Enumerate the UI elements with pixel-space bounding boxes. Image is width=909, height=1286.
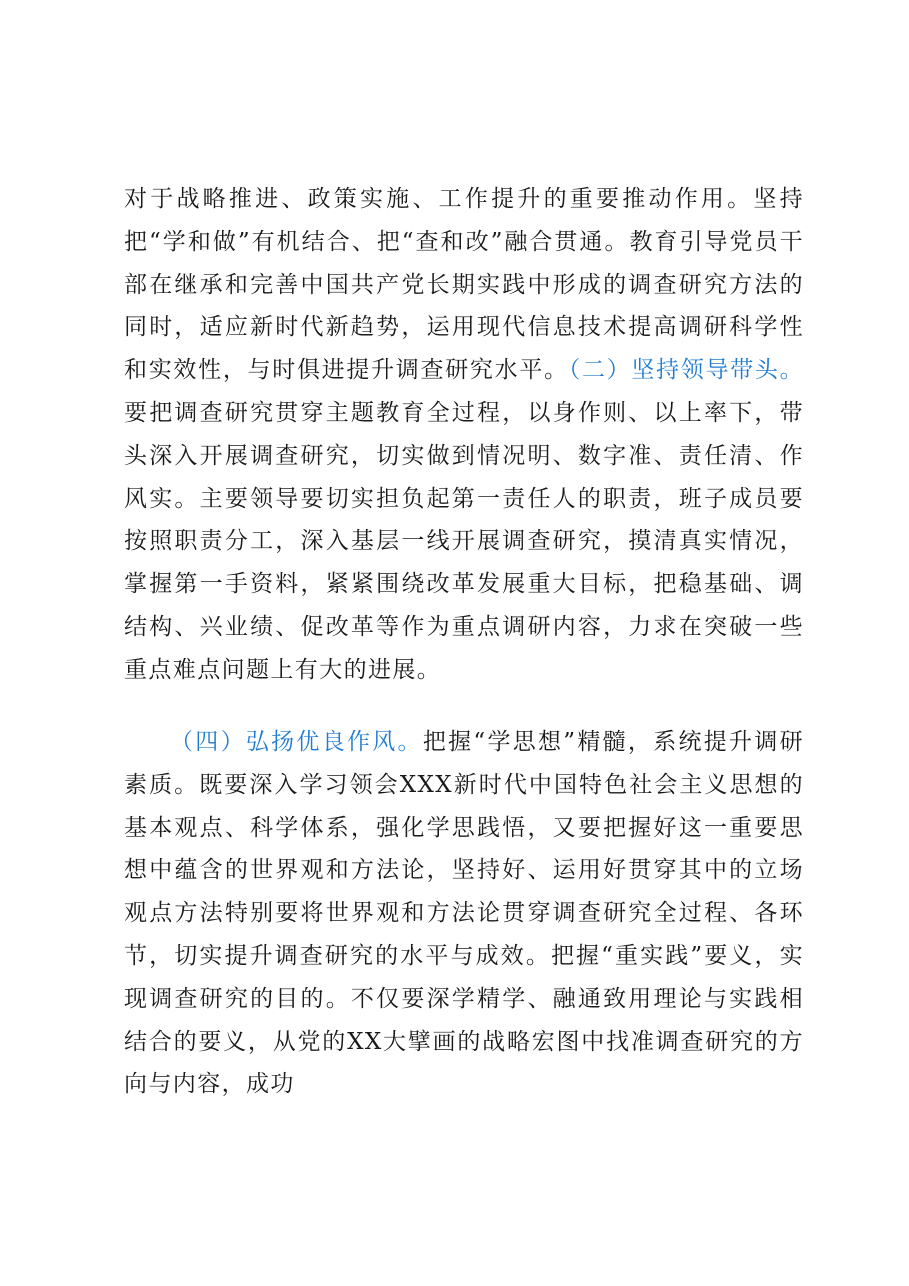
section-heading-two: （二）坚持领导带头。 xyxy=(568,357,805,384)
paragraph-text: 把握“学思想”精髓，系统提升调研素质。既要深入学习领会XXX新时代中国特色社会主义思想的基本观点、科学体系，强化学思践悟，又要把握好这一重要思想中蕴含的世界观和方法论，坚持好、运用好贯穿其中的立场观点方法特别要将世界观和方法论贯穿调查研究全过程、各环节，切实提升调查研究的水平与成效。把握“重实践”要义，实现调查研究的目的。不仅要深学精学、融通致用理论与实践相结合的要义，从党的XX大擘画的战略宏图中找准调查研究的方向与内容，成功 xyxy=(124,729,805,1098)
paragraph-section-four xyxy=(124,721,804,1106)
body-text-block-2 xyxy=(124,721,804,1106)
body-text-block-1 xyxy=(124,178,804,692)
paragraph-text: 要把调查研究贯穿主题教育全过程，以身作则、以上率下，带头深入开展调查研究，切实做到情况明、数字准、责任清、作风实。主要领导要切实担负起第一责任人的职责，班子成员要按照职责分工，深入基层一线开展调查研究，摸清真实情况，掌握第一手资料，紧紧围绕改革发展重大目标，把稳基础、调结构、兴业绩、促改革等作为重点调研内容，力求在突破一些重点难点问题上有大的进展。 xyxy=(124,399,804,683)
paragraph-text: 对于战略推进、政策实施、工作提升的重要推动作用。坚持把“学和做”有机结合、把“查和改”融合贯通。教育引导党员干部在继承和完善中国共产党长期实践中形成的调查研究方法的同时，适应新时代新趋势，运用现代信息技术提高调研科学性和实效性，与时俱进提升调查研究水平。 xyxy=(124,186,804,384)
paragraph-continuation xyxy=(124,178,804,692)
section-heading-four: （四）弘扬优良作风。 xyxy=(170,729,423,755)
